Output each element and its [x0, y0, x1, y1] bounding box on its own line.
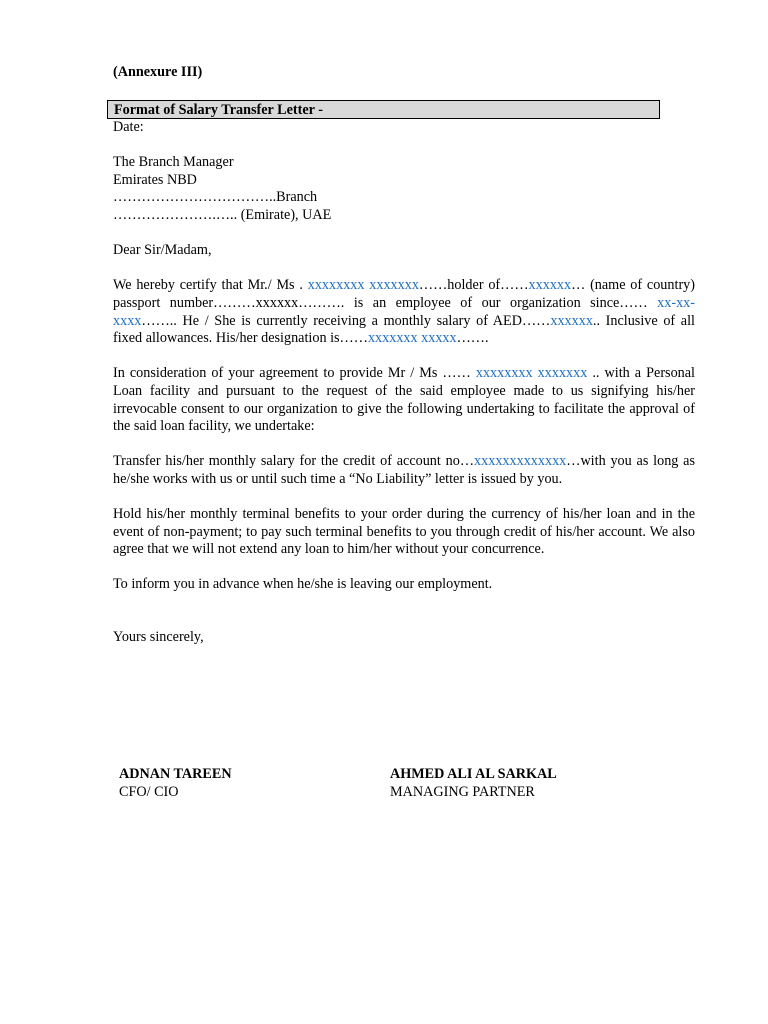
letter-body	[113, 64, 695, 647]
account-number-placeholder: xxxxxxxxxxxxx	[474, 453, 567, 470]
signatory-2	[390, 765, 557, 801]
advance-notice-paragraph: To inform you in advance when he/she is leaving our employment.	[113, 576, 493, 593]
employee-name-placeholder: xxxxxxxx xxxxxxx	[307, 277, 419, 294]
address-line-1: The Branch Manager	[113, 154, 234, 171]
recipient-address	[113, 154, 695, 224]
date-label: Date:	[113, 119, 144, 135]
signatory-title: CFO/ CIO	[119, 784, 179, 800]
closing: Yours sincerely,	[113, 629, 204, 646]
address-line-4: ………………….….. (Emirate), UAE	[113, 206, 332, 223]
terminal-benefits-paragraph: Hold his/her monthly terminal benefits to your order during the currency of his/her loan and in the event of non-payment; to pay such terminal benefits to you through credit of his/her account. We also agree that we will not extend any loan to him/her without your concurrence.	[113, 506, 695, 558]
designation-placeholder: xxxxxxx xxxxx	[367, 330, 457, 347]
address-line-3: ……………………………..Branch	[113, 189, 318, 206]
signatory-name: AHMED ALI AL SARKAL	[390, 766, 557, 782]
letter-format-title: Format of Salary Transfer Letter -	[107, 100, 660, 119]
loan-employee-name-placeholder: xxxxxxxx xxxxxxx	[475, 365, 588, 382]
address-line-2: Emirates NBD	[113, 171, 197, 188]
salary-placeholder: xxxxxx	[550, 312, 593, 329]
consideration-paragraph: In consideration of your agreement to provide Mr / Ms …… xxxxxxxx xxxxxxx .. with a Personal Loan facility and pursuant to the request of the said employee made to us signifying his/her irrevocable consent to our organization to give the following undertaking to facilitate the approval of the said loan facility, we undertake:	[113, 365, 695, 435]
signatory-title: MANAGING PARTNER	[390, 784, 535, 800]
annexure-label: (Annexure III)	[113, 64, 203, 80]
salary-transfer-paragraph: Transfer his/her monthly salary for the credit of account no…xxxxxxxxxxxxx…with you as long as he/she works with us or until such time a “No Liability” letter is issued by you.	[113, 453, 696, 487]
signatory-name: ADNAN TAREEN	[119, 766, 232, 782]
country-placeholder: xxxxxx	[528, 277, 572, 294]
salutation: Dear Sir/Madam,	[113, 242, 212, 259]
signatory-1	[119, 765, 232, 801]
certification-paragraph: We hereby certify that Mr./ Ms . xxxxxxxx xxxxxxx……holder of……xxxxxx… (name of country) passport number………xxxxxx………. is an employee of our organization since…… xx-xx-xxxx…….. He / She is currently receiving a monthly salary of AED……xxxxxx.. Inclusive of all fixed allowances. His/her designation is……xxxxxxx xxxxx…….	[113, 277, 695, 347]
join-date-placeholder: xx-xx-xxxx	[113, 294, 695, 329]
